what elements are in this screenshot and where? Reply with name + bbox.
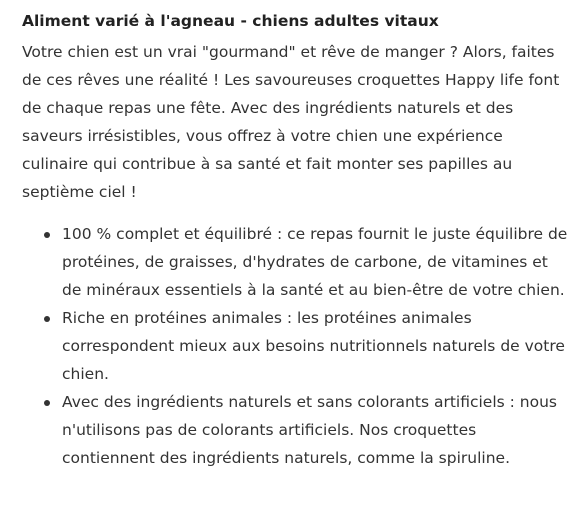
feature-item xyxy=(22,388,572,472)
bullet-icon xyxy=(44,232,50,238)
feature-list xyxy=(22,220,572,472)
product-title: Aliment varié à l'agneau - chiens adultes vitaux xyxy=(22,12,439,30)
bullet-icon xyxy=(44,400,50,406)
feature-item xyxy=(22,304,572,388)
product-intro-text: Votre chien est un vrai "gourmand" et rêve de manger ? Alors, faites de ces rêves une réalité ! Les savoureuses croquettes Happy life font de chaque repas une fête. Avec des ingrédients naturels et des saveurs irrésistibles, vous offrez à votre chien une expérience culinaire qui contribue à sa santé et fait monter ses papilles au septième ciel ! xyxy=(22,43,560,201)
product-description-section xyxy=(22,10,572,472)
feature-text: Avec des ingrédients naturels et sans colorants artificiels : nous n'utilisons pas de colorants artificiels. Nos croquettes contiennent des ingrédients naturels, comme la spiruline. xyxy=(62,393,558,467)
feature-text: Riche en protéines animales : les protéines animales correspondent mieux aux besoins nutritionnels naturels de votre chien. xyxy=(62,309,565,383)
feature-item xyxy=(22,220,572,304)
feature-text: 100 % complet et équilibré : ce repas fournit le juste équilibre de protéines, de graisses, d'hydrates de carbone, de vitamines et de minéraux essentiels à la santé et au bien-être de votre chien. xyxy=(62,225,568,299)
bullet-icon xyxy=(44,316,50,322)
